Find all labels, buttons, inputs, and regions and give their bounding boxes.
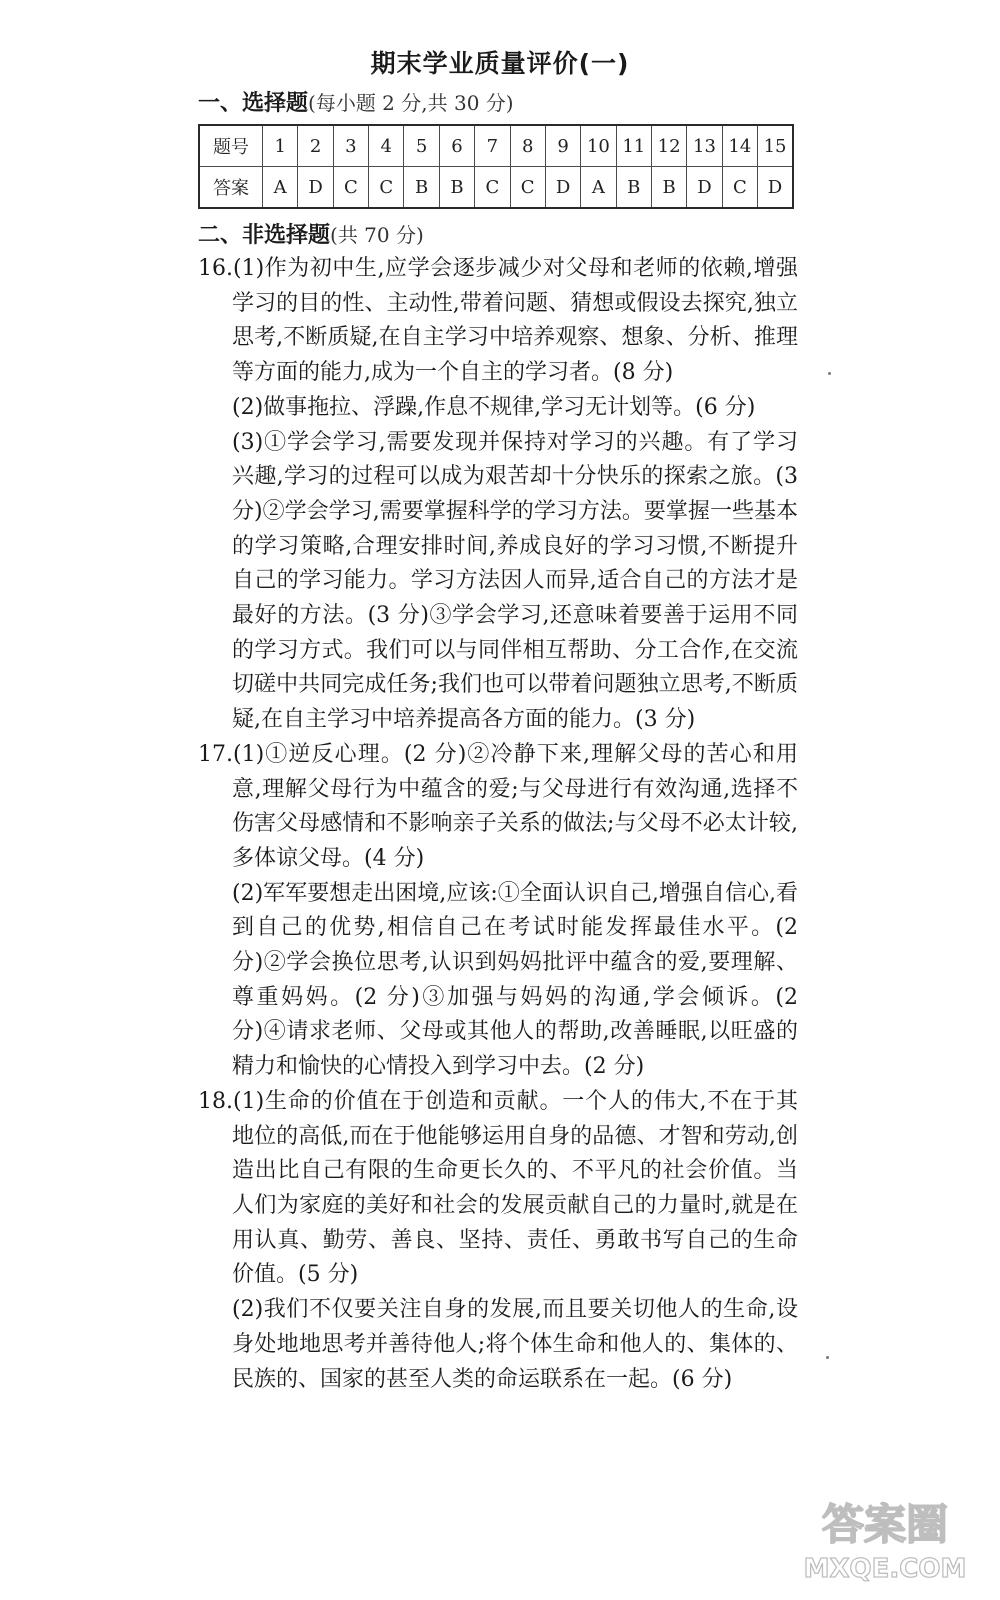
watermark-brand-text: 答案圈: [821, 1500, 949, 1549]
section-open-questions-note: (共 70 分): [330, 223, 424, 247]
answer-cell: A: [263, 167, 298, 209]
question-number-cell: 11: [616, 125, 651, 167]
question-16: [198, 252, 798, 738]
answer-cell: B: [404, 167, 439, 209]
question-16-part-2: (2)做事拖拉、浮躁,作息不规律,学习无计划等。(6 分): [232, 394, 756, 420]
question-number-cell: 13: [687, 125, 722, 167]
answer-cell: C: [333, 167, 368, 209]
question-number-cell: 12: [651, 125, 686, 167]
question-number-cell: 10: [581, 125, 616, 167]
scan-speck: [826, 1356, 829, 1359]
answer-cell: C: [722, 167, 757, 209]
answer-cell: C: [510, 167, 545, 209]
answer-cell: C: [475, 167, 510, 209]
question-16-part-3: (3)①学会学习,需要发现并保持对学习的兴趣。有了学习兴趣,学习的过程可以成为艰苦却十分快乐的探索之旅。(3 分)②学会学习,需要掌握科学的学习方法。要掌握一些基本的学习策略,合理安排时间,养成良好的学习习惯,不断提升自己的学习能力。学习方法因人而异,适合自己的方法才是最好的方法。(3 分)③学会学习,还意味着要善于运用不同的学习方式。我们可以与同伴相互帮助、分工合作,在交流切磋中共同完成任务;我们也可以带着问题独立思考,不断质疑,在自主学习中培养提高各方面的能力。(3 分): [232, 429, 798, 733]
answer-key-table: [198, 124, 794, 209]
answer-cell: A: [581, 167, 616, 209]
answer-cell: C: [369, 167, 404, 209]
question-number-cell: 1: [263, 125, 298, 167]
question-number-cell: 15: [758, 125, 793, 167]
question-18-part-2: (2)我们不仅要关注自身的发展,而且要关切他人的生命,设身处地地思考并善待他人;将个体生命和他人的、集体的、民族的、国家的甚至人类的命运联系在一起。(6 分): [232, 1297, 798, 1392]
question-17-part-2: (2)军军要想走出困境,应该:①全面认识自己,增强自信心,看到自己的优势,相信自己在考试时能发挥最佳水平。(2 分)②学会换位思考,认识到妈妈批评中蕴含的爱,要理解、尊重妈妈。(2 分)③加强与妈妈的沟通,学会倾诉。(2 分)④请求老师、父母或其他人的帮助,改善睡眠,以旺盛的精力和愉快的心情投入到学习中去。(2 分): [232, 880, 798, 1080]
section-open-questions-title: 二、非选择题: [198, 223, 331, 248]
row-label-number: 题号: [199, 125, 263, 167]
section-multiple-choice-heading: [198, 86, 514, 117]
question-number-cell: 3: [333, 125, 368, 167]
section-multiple-choice-title: 一、选择题: [198, 91, 309, 116]
question-number-cell: 2: [298, 125, 333, 167]
question-number-cell: 4: [369, 125, 404, 167]
section-open-questions-heading: [198, 218, 424, 249]
question-number-cell: 6: [439, 125, 474, 167]
open-questions-body: [198, 252, 798, 1397]
row-label-answer: 答案: [199, 167, 263, 209]
answer-cell: D: [758, 167, 793, 209]
question-number-cell: 7: [475, 125, 510, 167]
question-number-cell: 14: [722, 125, 757, 167]
question-number-cell: 9: [545, 125, 580, 167]
answer-cell: D: [687, 167, 722, 209]
answer-cell: B: [651, 167, 686, 209]
question-17: [198, 738, 798, 1085]
question-16-part-1: 16.(1)作为初中生,应学会逐步减少对父母和老师的依赖,增强学习的目的性、主动性,带着问题、猜想或假设去探究,独立思考,不断质疑,在自主学习中培养观察、想象、分析、推理等方面的能力,成为一个自主的学习者。(8 分): [198, 256, 798, 386]
question-17-part-1: 17.(1)①逆反心理。(2 分)②冷静下来,理解父母的苦心和用意,理解父母行为中蕴含的爱;与父母进行有效沟通,选择不伤害父母感情和不影响亲子关系的做法;与父母不必太计较,多体谅父母。(4 分): [198, 741, 798, 871]
question-number-row: [199, 125, 793, 167]
watermark-domain-text: MXQE.COM: [803, 1554, 967, 1584]
answer-cell: D: [298, 167, 333, 209]
answer-cell: B: [439, 167, 474, 209]
page-title: 期末学业质量评价(一): [370, 49, 630, 78]
question-number-cell: 8: [510, 125, 545, 167]
section-multiple-choice-note: (每小题 2 分,共 30 分): [308, 91, 514, 115]
site-watermark-logo: [795, 1487, 975, 1587]
answer-cell: D: [545, 167, 580, 209]
question-18: [198, 1085, 798, 1397]
question-number-cell: 5: [404, 125, 439, 167]
answer-cell: B: [616, 167, 651, 209]
scan-speck: [828, 372, 831, 375]
answer-row: [199, 167, 793, 209]
question-18-part-1: 18.(1)生命的价值在于创造和贡献。一个人的伟大,不在于其地位的高低,而在于他能够运用自身的品德、才智和劳动,创造出比自己有限的生命更长久的、不平凡的社会价值。当人们为家庭的美好和社会的发展贡献自己的力量时,就是在用认真、勤劳、善良、坚持、责任、勇敢书写自己的生命价值。(5 分): [198, 1088, 798, 1288]
